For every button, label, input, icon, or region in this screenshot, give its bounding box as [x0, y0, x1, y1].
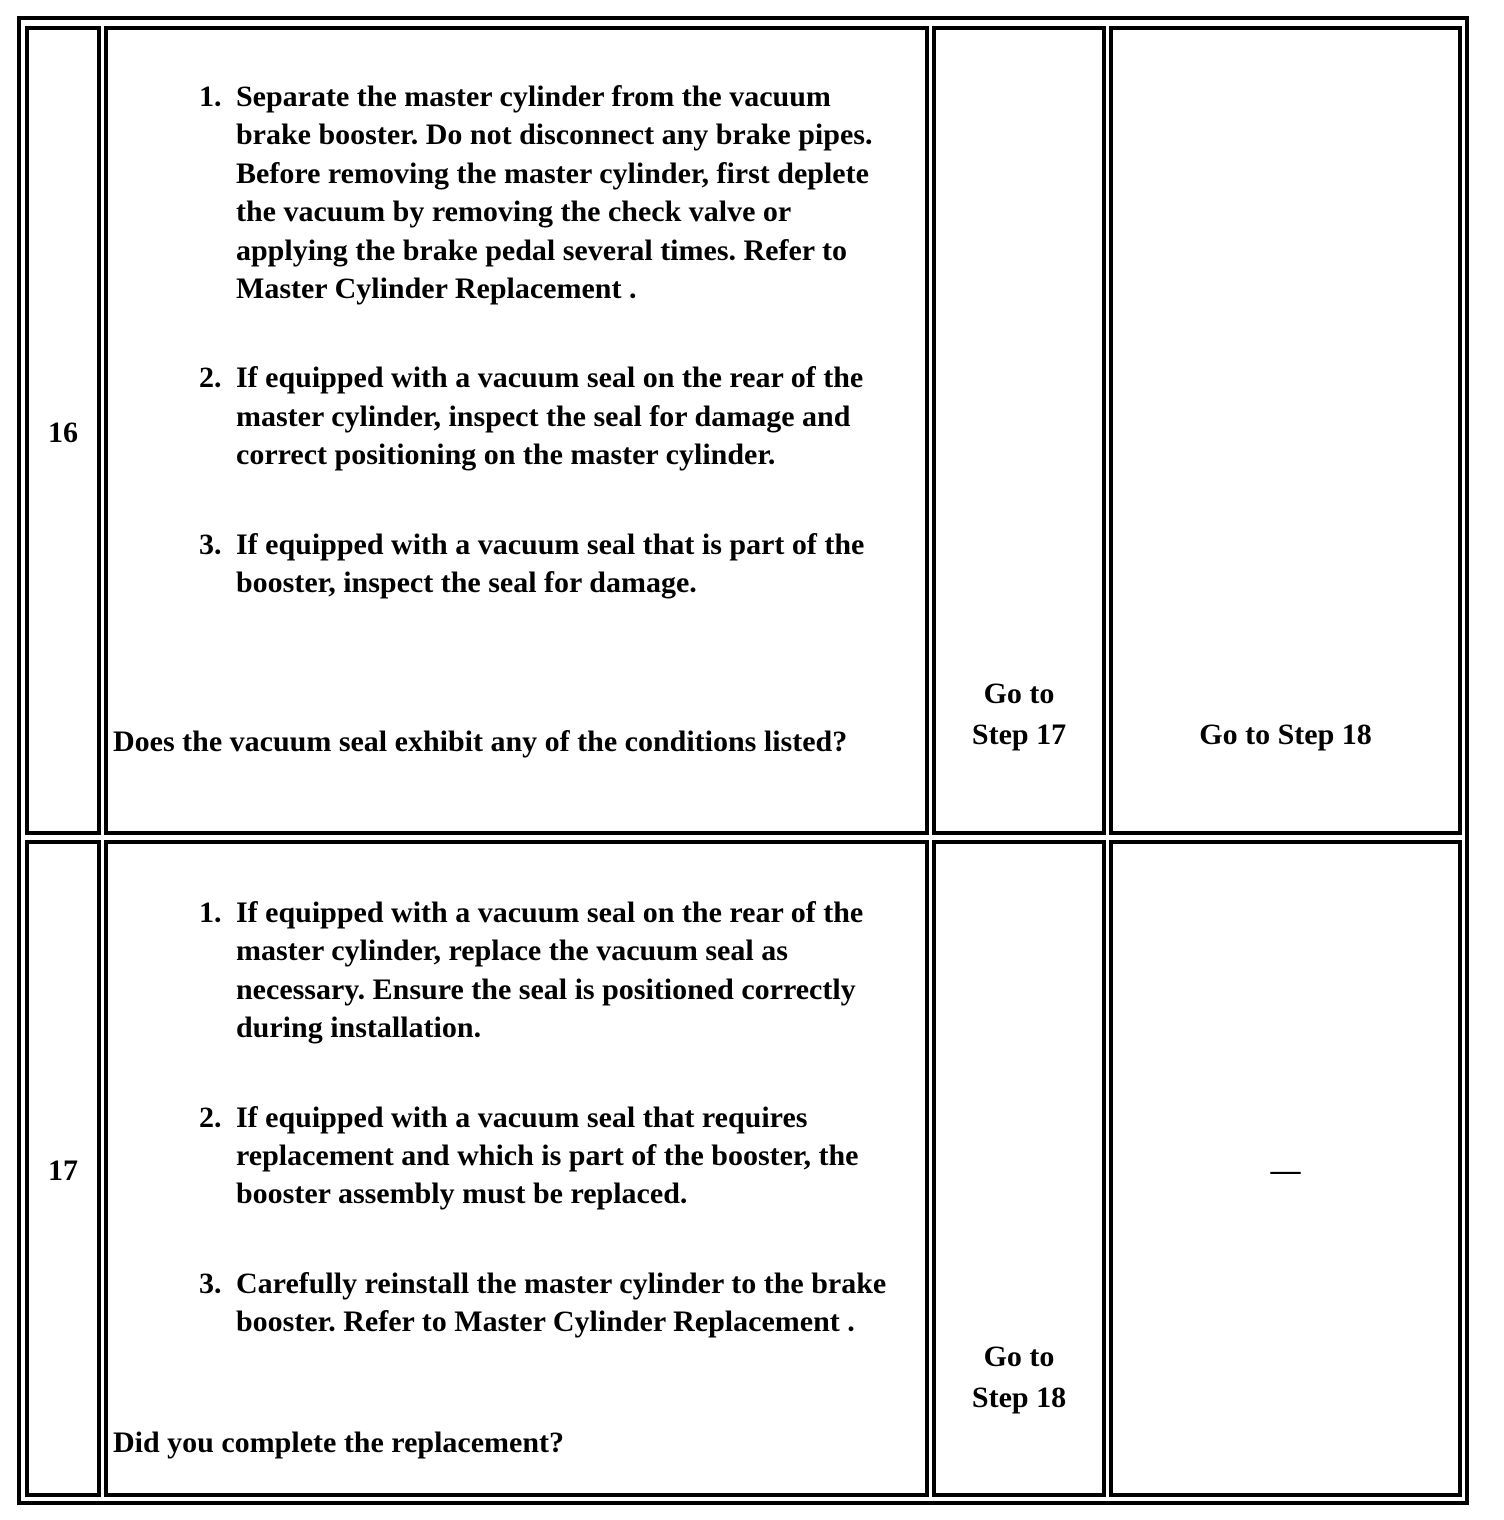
yes-cell [932, 26, 1106, 835]
no-result: — [1270, 1154, 1301, 1187]
yes-result: Go to Step 18 [971, 1340, 1067, 1414]
step-number-cell [25, 840, 101, 1497]
list-item: 1. Separate the master cylinder from the vacuum brake booster. Do not disconnect any brake pipes. Before removing the master cylinder, first deplete the vacuum by removing the check valve or applying the brake pedal several times. Refer to Master Cylinder Replacement . [199, 80, 873, 306]
yes-cell [932, 840, 1106, 1497]
question-text: Did you complete the replacement? [113, 1426, 565, 1459]
step-number-cell [25, 26, 101, 835]
step-number: 17 [48, 1154, 78, 1187]
action-list [199, 894, 905, 1342]
action-cell [104, 26, 929, 835]
question-text: Does the vacuum seal exhibit any of the conditions listed? [113, 725, 848, 758]
list-item: 2. If equipped with a vacuum seal that requires replacement and which is part of the booster, the booster assembly must be replaced. [199, 1100, 859, 1211]
list-item: 3. If equipped with a vacuum seal that is part of the booster, inspect the seal for damage. [199, 527, 865, 600]
no-result: Go to Step 18 [1199, 718, 1372, 751]
no-cell [1109, 26, 1462, 835]
list-item: 3. Carefully reinstall the master cylinder to the brake booster. Refer to Master Cylinder Replacement . [199, 1266, 887, 1339]
action-list [199, 78, 905, 602]
yes-result: Go to Step 17 [971, 677, 1067, 751]
step-number: 16 [48, 416, 78, 449]
list-item: 2. If equipped with a vacuum seal on the rear of the master cylinder, inspect the seal for damage and correct positioning on the master cylinder. [199, 361, 864, 472]
list-item: 1. If equipped with a vacuum seal on the rear of the master cylinder, replace the vacuum seal as necessary. Ensure the seal is positioned correctly during installation. [199, 896, 864, 1045]
action-cell [104, 840, 929, 1497]
no-cell [1109, 840, 1462, 1497]
